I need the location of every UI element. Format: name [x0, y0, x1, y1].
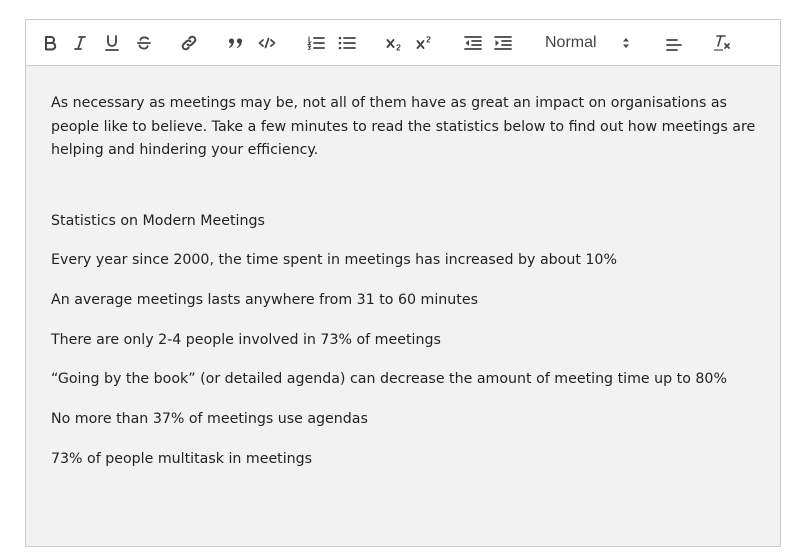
- italic-button[interactable]: [68, 31, 92, 55]
- intro-paragraph: As necessary as meetings may be, not all of them have as great an impact on organisations as people like to believe. Take a few minutes to read the statistics below to find out how meetings are helping and hindering your efficiency.: [51, 95, 756, 158]
- code-icon: [258, 36, 276, 50]
- content-line: No more than 37% of meetings use agendas: [51, 410, 368, 427]
- updown-arrow-icon: [622, 36, 630, 50]
- content-line: Statistics on Modern Meetings: [51, 212, 265, 229]
- outdent-button[interactable]: [461, 31, 485, 55]
- underline-button[interactable]: [100, 31, 124, 55]
- ordered-list-button[interactable]: [304, 31, 328, 55]
- content-line: There are only 2-4 people involved in 73% of meetings: [51, 331, 441, 348]
- clear-format-button[interactable]: [710, 31, 734, 55]
- strike-button[interactable]: [132, 31, 156, 55]
- indent-icon: [494, 35, 512, 51]
- align-button[interactable]: [662, 31, 686, 55]
- editor-content[interactable]: [26, 66, 780, 471]
- format-picker-label: Normal: [545, 34, 597, 51]
- underline-icon: [105, 34, 119, 52]
- content-line: An average meetings lasts anywhere from 31 to 60 minutes: [51, 291, 478, 308]
- bullet-list-button[interactable]: [335, 31, 359, 55]
- blockquote-button[interactable]: [224, 31, 248, 55]
- link-button[interactable]: [177, 31, 201, 55]
- superscript-button[interactable]: [413, 31, 437, 55]
- superscript-icon: [416, 35, 434, 51]
- bold-button[interactable]: [38, 31, 62, 55]
- strike-icon: [137, 35, 151, 51]
- outdent-icon: [464, 35, 482, 51]
- editor-toolbar: [26, 20, 780, 66]
- subscript-button[interactable]: [383, 31, 407, 55]
- subscript-icon: [386, 35, 404, 51]
- italic-icon: [73, 35, 87, 51]
- align-icon: [665, 35, 683, 51]
- clear-format-icon: [712, 34, 732, 52]
- code-block-button[interactable]: [255, 31, 279, 55]
- content-line: “Going by the book” (or detailed agenda) can decrease the amount of meeting time up to 80%: [51, 371, 727, 388]
- content-line: 73% of people multitask in meetings: [51, 450, 313, 467]
- content-line: Every year since 2000, the time spent in meetings has increased by about 10%: [51, 252, 617, 269]
- quote-icon: [228, 36, 244, 50]
- bold-icon: [43, 35, 57, 51]
- indent-button[interactable]: [491, 31, 515, 55]
- bullet-list-icon: [338, 35, 356, 51]
- link-icon: [180, 34, 198, 52]
- format-picker[interactable]: [534, 31, 640, 55]
- rich-text-editor: [25, 19, 781, 547]
- ordered-list-icon: [307, 35, 325, 51]
